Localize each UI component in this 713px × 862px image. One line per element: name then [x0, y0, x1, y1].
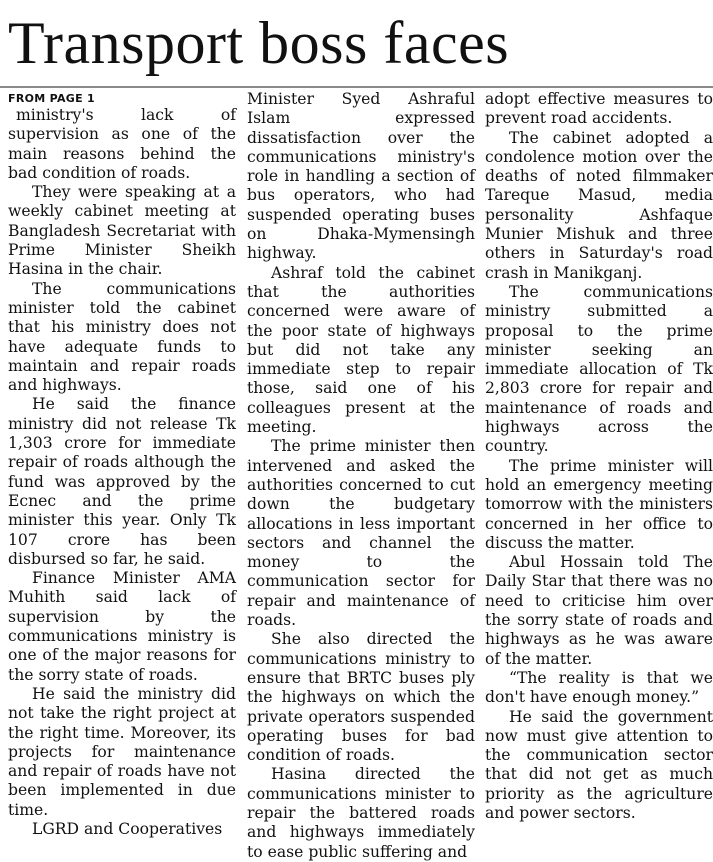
paragraph: ministry's lack of supervision as one of the main reasons behind the bad condition of roads.: [8, 106, 236, 182]
paragraph: The communications minister told the cabinet that his ministry does not have adequate funds to maintain and repair roads and highways.: [8, 279, 236, 395]
paragraph: He said the finance ministry did not release Tk 1,303 crore for immediate repair of roads although the fund was approved by the Ecnec and the prime minister this year. Only Tk 107 crore has been disbursed so far, he said.: [8, 395, 236, 568]
paragraph: Hasina directed the communications minister to repair the battered roads and highways immediately to ease public suffering and: [247, 765, 475, 861]
column-2: [247, 90, 475, 862]
paragraph: He said the government now must give attention to the communication sector that did not get as much priority as the agriculture and power sectors.: [485, 707, 713, 822]
paragraph: adopt effective measures to prevent road accidents.: [485, 90, 713, 128]
column-3: [485, 90, 713, 823]
paragraph: Ashraf told the cabinet that the authorities concerned were aware of the poor state of highways but did not take any immediate step to repair those, said one of his colleagues present at the meeting.: [247, 263, 475, 437]
paragraph: They were speaking at a weekly cabinet meeting at Bangladesh Secretariat with Prime Minister Sheikh Hasina in the chair.: [8, 183, 236, 279]
paragraph: Minister Syed Ashraful Islam expressed dissatisfaction over the communications ministry's role in handling a section of bus operators, who had suspended operating buses on Dhaka-Mymensingh highway.: [247, 90, 475, 263]
paragraph: Finance Minister AMA Muhith said lack of supervision by the communications ministry is one of the major reasons for the sorry state of roads.: [8, 569, 236, 684]
paragraph: The communications ministry submitted a proposal to the prime minister seeking an immediate allocation of Tk 2,803 crore for repair and maintenance of roads and highways across the country.: [485, 282, 713, 456]
paragraph: He said the ministry did not take the right project at the right time. Moreover, its projects for maintenance and repair of roads have not been implemented in due time.: [8, 684, 236, 819]
paragraph: The prime minister then intervened and asked the authorities concerned to cut down the budgetary allocations in less important sectors and channel the money to the communication sector for repair and maintenance of roads.: [247, 437, 475, 630]
column-1: [8, 92, 236, 839]
paragraph: The cabinet adopted a condolence motion over the deaths of noted filmmaker Tareque Masud, media personality Ashfaque Munier Mishuk and three others in Saturday's road crash in Manikganj.: [485, 128, 713, 282]
paragraph: Abul Hossain told The Daily Star that there was no need to criticise him over the sorry state of roads and highways as he was aware of the matter.: [485, 553, 713, 668]
paragraph: The prime minister will hold an emergency meeting tomorrow with the ministers concerned in her office to discuss the matter.: [485, 456, 713, 552]
from-page-label: FROM PAGE 1: [8, 92, 96, 105]
paragraph: “The reality is that we don't have enough money.”: [485, 668, 713, 707]
headline: Transport boss faces: [8, 10, 510, 76]
headline-rule: [0, 86, 713, 88]
paragraph: She also directed the communications ministry to ensure that BRTC buses ply the highways on which the private operators suspended operating buses for bad condition of roads.: [247, 630, 475, 765]
paragraph: LGRD and Cooperatives: [32, 819, 223, 838]
